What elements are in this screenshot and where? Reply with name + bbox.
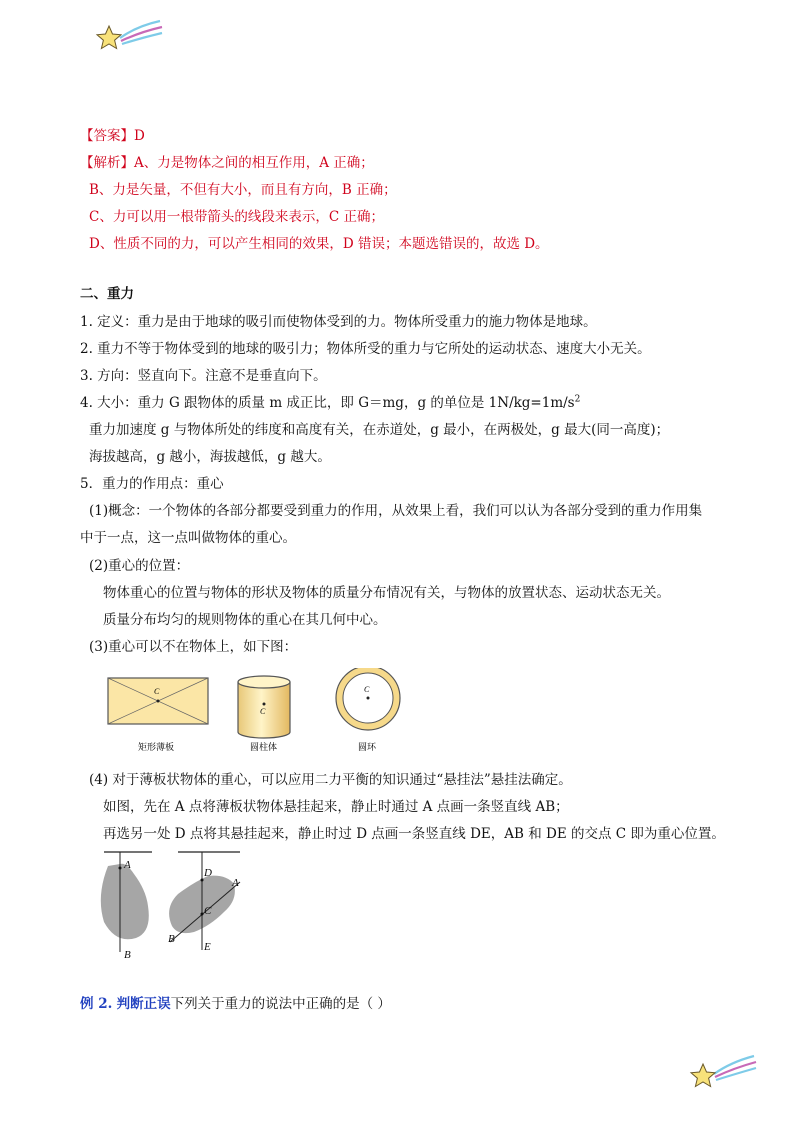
- caption-ring: 圆环: [358, 743, 377, 753]
- position-line-1: 物体重心的位置与物体的形状及物体的质量分布情况有关，与物体的放置状态、运动状态无关。: [103, 585, 670, 601]
- analysis-line-3: C、力可以用一根带箭头的线段来表示，C 正确；: [89, 209, 384, 225]
- answer-tag: 【答案】: [80, 128, 134, 144]
- example-line: [80, 992, 391, 1012]
- item-1: 1. 定义：重力是由于地球的吸引而使物体受到的力。物体所受重力的施力物体是地球。: [80, 314, 597, 330]
- caption-cylinder: 圆柱体: [250, 743, 278, 753]
- item-4-sub-2: 海拔越高，g 越小，海拔越低，g 越大。: [89, 449, 331, 465]
- item-4: 4. 大小：重力 G 跟物体的质量 m 成正比，即 G＝mg，g 的单位是 $1N/kg=1m/s^2$: [80, 394, 581, 411]
- item-4-sub-1: 重力加速度 g 与物体所处的纬度和高度有关，在赤道处，g 最小，在两极处，g 最大(同一高度)；: [89, 422, 670, 438]
- hang-line-2: 再选另一处 D 点将其悬挂起来，静止时过 D 点画一条竖直线 DE，AB 和 DE 的交点 C 即为重心位置。: [103, 826, 725, 842]
- item-2: 2. 重力不等于物体受到的地球的吸引力；物体所受的重力与它所处的运动状态、速度大小无关。: [80, 341, 651, 357]
- label-c-rect: C: [154, 687, 160, 696]
- position-title: (2)重心的位置：: [89, 558, 190, 574]
- hanging-method-figure: [90, 846, 260, 960]
- label-c: C: [204, 905, 212, 917]
- label-d: D: [204, 867, 212, 879]
- label-c-cylinder: C: [260, 707, 266, 716]
- shooting-star-icon-bottom: [686, 1052, 758, 1094]
- plate-1-shape: [101, 864, 149, 940]
- label-b-1: B: [124, 949, 131, 960]
- shooting-star-icon: [92, 18, 164, 58]
- label-a-1: A: [124, 859, 131, 871]
- caption-rectangle: 矩形薄板: [138, 743, 175, 753]
- section-heading: 二、重力: [80, 286, 134, 302]
- analysis-line-1: 【解析】A、力是物体之间的相互作用，A 正确；: [80, 155, 374, 171]
- example-label: 例 2.: [80, 996, 113, 1012]
- concept-line-1: (1)概念：一个物体的各部分都要受到重力的作用，从效果上看，我们可以认为各部分受到的重力作用集: [89, 503, 703, 519]
- analysis-line-2: B、力是矢量，不但有大小，而且有方向，B 正确；: [89, 182, 397, 198]
- position-line-2: 质量分布均匀的规则物体的重心在其几何中心。: [103, 612, 387, 628]
- analysis-tag: 【解析】: [80, 155, 134, 171]
- label-e: E: [204, 941, 211, 953]
- analysis-line-4: D、性质不同的力，可以产生相同的效果，D 错误；本题选错误的，故选 D。: [89, 236, 549, 252]
- concept-line-2: 中于一点，这一点叫做物体的重心。: [80, 530, 296, 546]
- item-5: 5．重力的作用点：重心: [80, 476, 224, 492]
- item-3: 3. 方向：竖直向下。注意不是垂直向下。: [80, 368, 327, 384]
- answer-line: [80, 124, 145, 144]
- example-tag: 判断正误: [116, 996, 171, 1012]
- label-a-2: A: [232, 877, 239, 889]
- center-of-gravity-figure: [104, 668, 424, 758]
- hang-line-1: 如图，先在 A 点将薄板状物体悬挂起来，静止时通过 A 点画一条竖直线 AB；: [103, 799, 569, 815]
- label-c-ring: C: [364, 685, 370, 694]
- not-on-object-text: (3)重心可以不在物体上，如下图：: [89, 639, 298, 655]
- label-b-2: B: [168, 933, 175, 945]
- answer-value: D: [134, 128, 145, 144]
- hang-title: (4) 对于薄板状物体的重心，可以应用二力平衡的知识通过“悬挂法”悬挂法确定。: [89, 772, 572, 788]
- example-text: 下列关于重力的说法中正确的是（ ）: [170, 996, 391, 1012]
